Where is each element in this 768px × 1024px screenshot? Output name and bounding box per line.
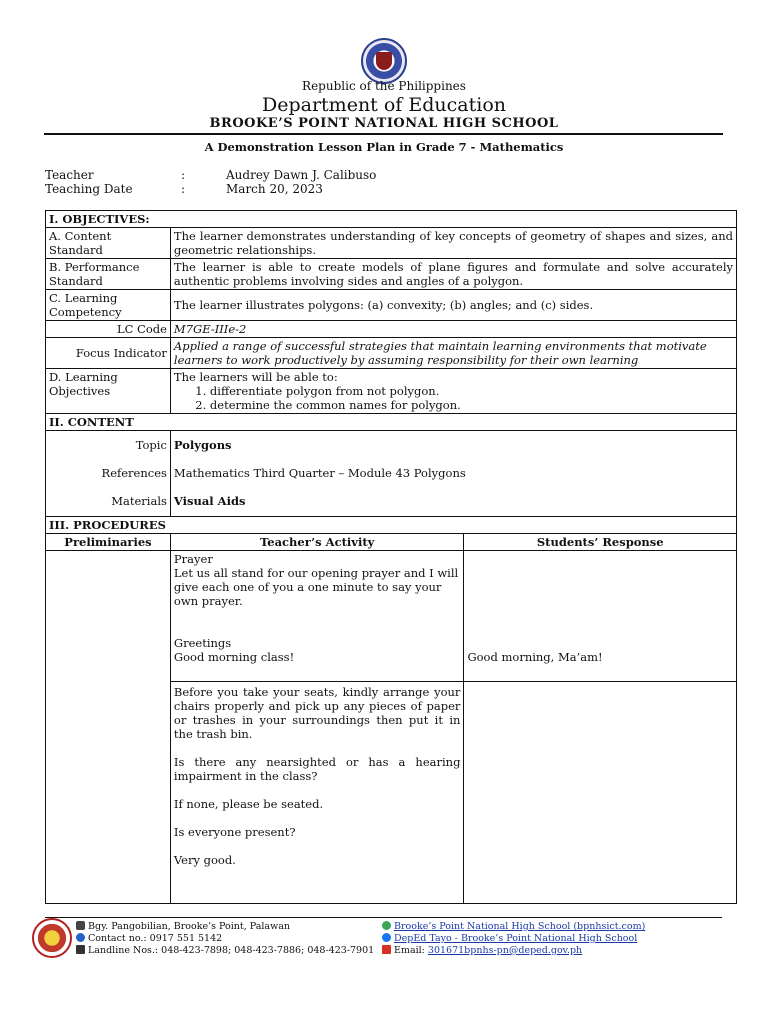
lc-code-value: M7GE-IIIe-2	[170, 321, 736, 338]
prayer-text: Let us all stand for our opening prayer and I will give each one of you a one minute to say your own prayer.	[173, 566, 459, 608]
prayer-greetings-response-cell	[464, 551, 737, 682]
footer-contact: Contact no.: 0917 551 5142	[76, 933, 222, 944]
greetings-title: Greetings	[173, 636, 232, 650]
website-link[interactable]: Brooke’s Point National High School (bpnhsict.com)	[394, 921, 646, 932]
content-standard-text: The learner demonstrates understanding of key concepts of geometry of shapes and sizes, and geometric relationships.	[170, 228, 736, 259]
school-logo	[32, 918, 72, 958]
prayer-title: Prayer	[173, 552, 213, 566]
references-value: Mathematics Third Quarter – Module 43 Polygons	[173, 466, 466, 480]
procedures-heading: III. PROCEDURES	[46, 517, 737, 534]
content-heading: II. CONTENT	[46, 414, 737, 431]
learning-objective-item: 2. determine the common names for polygon.	[210, 398, 733, 412]
performance-standard-text: The learner is able to create models of plane figures and formulate and solve accurately authentic problems involving sides and angles of a polygon.	[170, 259, 736, 290]
learning-objectives-list	[174, 384, 733, 412]
prayer-greetings-cell	[170, 551, 464, 682]
performance-standard-label: B. Performance Standard	[46, 259, 171, 290]
header-divider	[44, 133, 723, 135]
facebook-link[interactable]: DepEd Tayo - Brooke’s Point National High School	[394, 933, 638, 944]
deped-seal-logo	[361, 38, 407, 84]
materials-value: Visual Aids	[173, 494, 246, 508]
lesson-plan-title: A Demonstration Lesson Plan in Grade 7 - Mathematics	[204, 140, 564, 154]
department-title: Department of Education	[262, 94, 506, 116]
competency-label: C. Learning Competency	[46, 290, 171, 321]
focus-indicator-label: Focus Indicator	[46, 338, 171, 369]
competency-text: The learner illustrates polygons: (a) convexity; (b) angles; and (c) sides.	[170, 290, 736, 321]
learning-objectives-cell	[170, 369, 736, 414]
footer-facebook	[382, 933, 637, 944]
learning-objectives-label: D. Learning Objectives	[46, 369, 171, 414]
objectives-heading: I. OBJECTIVES:	[46, 211, 737, 228]
email-icon	[382, 945, 391, 954]
footer-email	[382, 945, 582, 956]
topic-label: Topic	[135, 438, 167, 452]
footer-address: Bgy. Pangobilian, Brooke’s Point, Palawan	[76, 921, 290, 932]
greetings-text: Good morning class!	[173, 650, 295, 664]
lc-code-label: LC Code	[46, 321, 171, 338]
content-values-cell	[170, 431, 736, 517]
home-icon	[76, 921, 85, 930]
telephone-icon	[76, 945, 85, 954]
phone-icon	[76, 933, 85, 942]
learning-objective-item: 1. differentiate polygon from not polygon.	[210, 384, 733, 398]
footer-website	[382, 921, 645, 932]
republic-line: Republic of the Philippines	[302, 79, 466, 93]
col-teacher-activity: Teacher’s Activity	[170, 534, 464, 551]
email-link[interactable]: 301671bpnhs-pn@deped.gov.ph	[427, 945, 583, 956]
present-text: Is everyone present?	[173, 825, 296, 839]
classroom-routine-cell	[170, 682, 464, 904]
col-preliminaries: Preliminaries	[46, 534, 171, 551]
teacher-label: Teacher	[45, 168, 94, 182]
globe-icon	[382, 921, 391, 930]
arrange-text: Before you take your seats, kindly arrange your chairs properly and pick up any pieces of paper or trashes in your surroundings then put it in the trash bin.	[173, 685, 461, 741]
materials-label: Materials	[111, 494, 167, 508]
content-labels-cell	[46, 431, 171, 517]
footer-divider	[45, 917, 722, 918]
teacher-value: Audrey Dawn J. Calibuso	[226, 168, 377, 182]
preliminaries-cell	[46, 551, 171, 904]
references-label: References	[101, 466, 167, 480]
classroom-routine-response-cell	[464, 682, 737, 904]
seated-text: If none, please be seated.	[173, 797, 324, 811]
facebook-icon	[382, 933, 391, 942]
greetings-response: Good morning, Ma’am!	[467, 650, 603, 664]
footer-landline: Landline Nos.: 048-423-7898; 048-423-7886; 048-423-7901	[76, 945, 374, 956]
lesson-plan-table	[45, 210, 737, 904]
learning-objectives-intro: The learners will be able to:	[173, 370, 338, 384]
very-good-text: Very good.	[173, 853, 236, 867]
teacher-colon: :	[181, 168, 186, 182]
focus-indicator-text: Applied a range of successful strategies that maintain learning environments that motivate learners to work productively by assuming responsibility for their own learning	[170, 338, 736, 369]
content-standard-label: A. Content Standard	[46, 228, 171, 259]
email-label: Email:	[394, 945, 425, 956]
col-students-response: Students’ Response	[464, 534, 737, 551]
topic-value: Polygons	[173, 438, 232, 452]
date-label: Teaching Date	[45, 182, 133, 196]
nearsighted-text: Is there any nearsighted or has a hearing impairment in the class?	[173, 755, 461, 783]
school-name: BROOKE’S POINT NATIONAL HIGH SCHOOL	[209, 116, 559, 131]
date-value: March 20, 2023	[226, 182, 323, 196]
date-colon: :	[181, 182, 186, 196]
